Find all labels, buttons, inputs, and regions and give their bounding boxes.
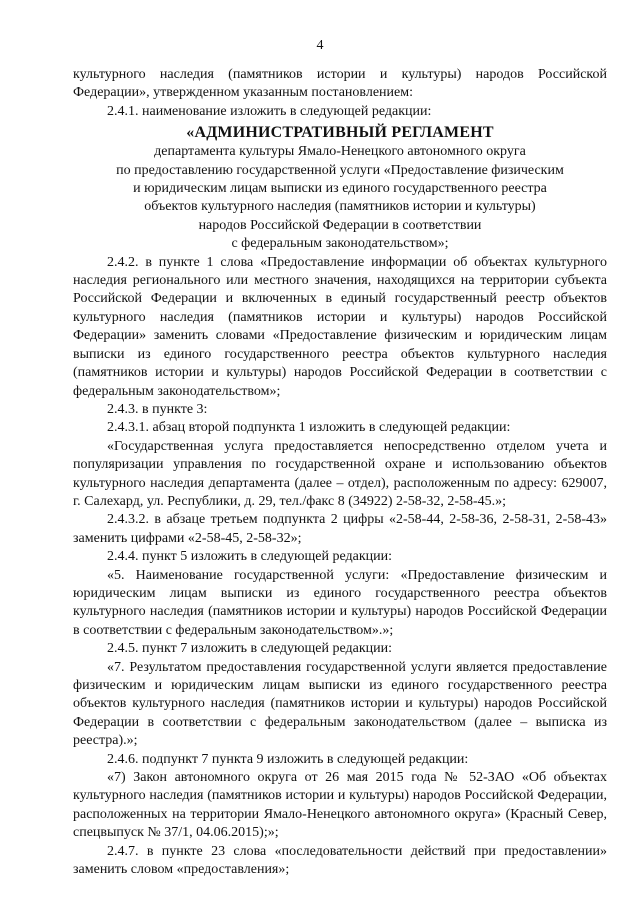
paragraph: 2.4.3.1. абзац второй подпункта 1 изложить в следующей редакции:	[107, 420, 511, 436]
paragraph: 2.4.5. пункт 7 изложить в следующей редакции:	[107, 641, 392, 657]
regulation-subtitle-line: объектов культурного наследия (памятников истории и культуры)	[144, 199, 536, 215]
regulation-subtitle-line: по предоставлению государственной услуги «Предоставление физическим	[116, 162, 564, 178]
paragraph: 2.4.6. подпункт 7 пункта 9 изложить в следующей редакции:	[107, 751, 469, 767]
paragraph: культурного наследия (памятников истории и культуры) народов Российской Федерации», утвержденном указанным постановлением:	[73, 67, 607, 101]
regulation-subtitle-line: народов Российской Федерации в соответствии	[198, 217, 482, 233]
paragraph: «5. Наименование государственной услуги: «Предоставление физическим и юридическим лицам выписки из единого государственного реестра объектов культурного наследия (памятников истории и культуры) народов Российской Федерации в соответствии с федеральным законодательством».»;	[73, 567, 607, 638]
regulation-subtitle-line: департамента культуры Ямало-Ненецкого автономного округа	[154, 144, 526, 160]
paragraph: «7. Результатом предоставления государственной услуги является предоставление физическим и юридическим лицам выписки из единого государственного реестра объектов культурного наследия (памятников истории и культуры) народов Российской Федерации в соответствии с федеральным законодательством (далее – выписка из реестра).»;	[73, 659, 607, 749]
paragraph: 2.4.3. в пункте 3:	[107, 401, 208, 417]
regulation-subtitle	[73, 143, 607, 253]
page-number: 4	[316, 38, 324, 53]
paragraph: 2.4.4. пункт 5 изложить в следующей редакции:	[107, 549, 392, 565]
regulation-title: «АДМИНИСТРАТИВНЫЙ РЕГЛАМЕНТ	[186, 124, 494, 142]
paragraph: 2.4.7. в пункте 23 слова «последовательности действий при предоставлении» заменить словом «предоставления»;	[73, 843, 607, 878]
paragraph: 2.4.2. в пункте 1 слова «Предоставление информации об объектах культурного наследия регионального или местного значения, находящихся на территории субъекта Российской Федерации и включенных в единый государственный реестр объектов культурного наследия (памятников истории и культуры) народов Российской Федерации» заменить словами «Предоставление физическим и юридическим лицам выписки из единого государственного реестра объектов культурного наследия (памятников истории и культуры) народов Российской Федерации в соответствии с федеральным законодательством»;	[73, 254, 607, 399]
regulation-subtitle-line: и юридическим лицам выписки из единого государственного реестра	[133, 181, 547, 197]
paragraph: «Государственная услуга предоставляется непосредственно отделом учета и популяризации управления по государственной охране и использованию объектов культурного наследия департамента (далее – отдел), расположенным по адресу: 629007, г. Салехард, ул. Республики, д. 29, тел./факс 8 (34922) 2-58-32, 2-58-45.»;	[73, 438, 607, 509]
document-body	[73, 66, 607, 879]
paragraph: 2.4.3.2. в абзаце третьем подпункта 2 цифры «2-58-44, 2-58-36, 2-58-31, 2-58-43» заменить цифрами «2-58-45, 2-58-32»;	[73, 512, 607, 546]
paragraph: 2.4.1. наименование изложить в следующей редакции:	[107, 103, 432, 119]
paragraph: «7) Закон автономного округа от 26 мая 2015 года № 52-ЗАО «Об объектах культурного наследия (памятников истории и культуры) народов Российской Федерации, расположенных на территории Ямало-Ненецкого автономного округа» (Красный Север, спецвыпуск № 37/1, 04.06.2015);»;	[73, 770, 607, 841]
regulation-subtitle-line: с федеральным законодательством»;	[231, 236, 449, 252]
